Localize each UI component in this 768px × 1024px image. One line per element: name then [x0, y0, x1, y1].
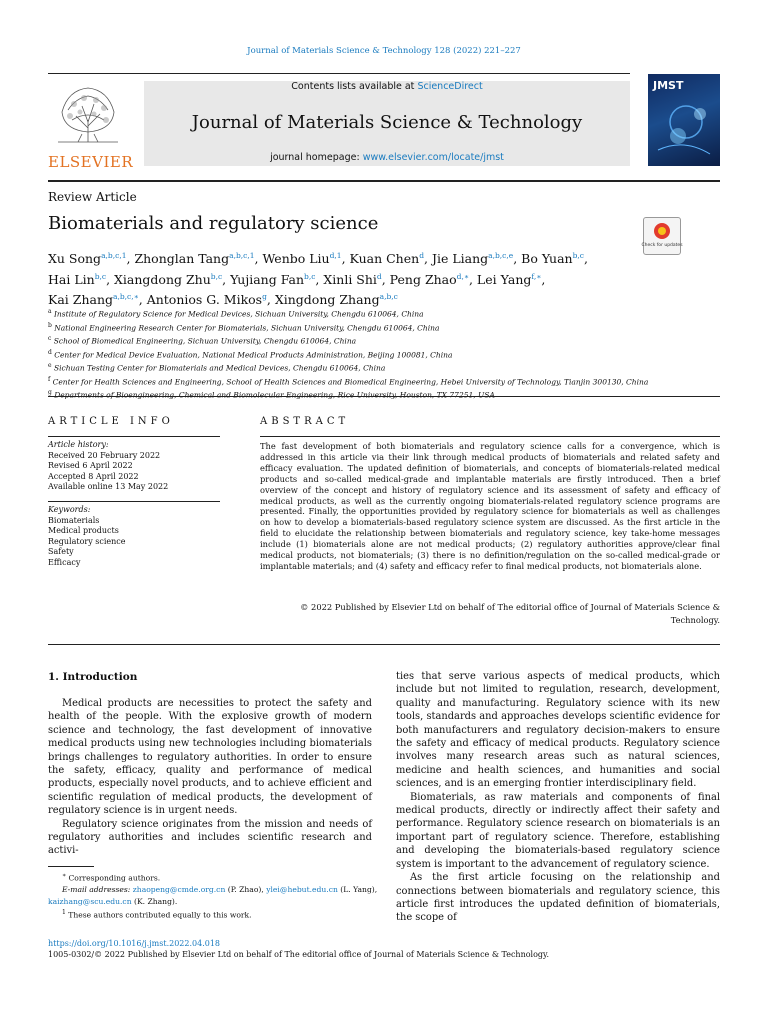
- keyword: Efficacy: [48, 557, 81, 567]
- email-note-cont: [48, 896, 378, 908]
- article-info-rule: [48, 436, 220, 437]
- affiliation-marker: d: [48, 348, 52, 356]
- equal-text: These authors contributed equally to this work.: [68, 910, 252, 920]
- affiliation: [48, 374, 720, 388]
- check-for-updates-badge[interactable]: [643, 217, 681, 255]
- author[interactable]: Zhonglan Tang: [134, 251, 230, 267]
- keyword: Medical products: [48, 526, 119, 536]
- footnotes: [48, 870, 378, 921]
- author-affiliation-marker[interactable]: a,b,c,1: [101, 251, 127, 260]
- affiliation: [48, 320, 720, 334]
- author-list: Xu Song$^{a,b,c,1}$, Zhonglan Tang$^{a,b,c,1}$, Wenbo Liu$^{d,1}$, Kuan Chen$^d$, Jie Liang$^{a,b,c,e}$, Bo Yuan$^{b,c}$, Hai Lin$^{b,c}$, Xiangdong Zhu$^{b,c}$, Yujiang Fan$^{b,c}$, Xinli Shi$^d$, Peng Zhao$^{d,∗}$, Lei Yang$^{f,∗}$, Kai Zhang$^{a,b,c,∗}$, Antonios G. Mikos$^g$, Xingdong Zhang$^{a,b,c}$: [48, 251, 588, 308]
- affiliation-text: Institute of Regulatory Science for Medical Devices, Sichuan University, Chengdu 610064, China: [53, 309, 424, 319]
- footnote-rule: [48, 866, 94, 867]
- corresponding-text: Corresponding authors.: [68, 873, 161, 883]
- email-link[interactable]: zhaopeng@cmde.org.cn: [132, 885, 226, 895]
- elsevier-wordmark: ELSEVIER: [48, 153, 134, 171]
- author[interactable]: Antonios G. Mikos: [146, 292, 263, 308]
- issn-line: 1005-0302/© 2022 Published by Elsevier Ltd on behalf of The editorial office of Journal of Materials Science & Technology.: [48, 950, 550, 959]
- history-item: Revised 6 April 2022: [48, 461, 133, 471]
- author-affiliation-marker[interactable]: b,c: [572, 251, 584, 260]
- affiliation: [48, 387, 720, 401]
- author[interactable]: Xingdong Zhang: [274, 292, 380, 308]
- author[interactable]: Hai Lin: [48, 271, 95, 287]
- affiliation: [48, 360, 720, 374]
- author-affiliation-marker[interactable]: a,b,c: [379, 292, 398, 302]
- affiliation-marker: e: [48, 362, 52, 369]
- email-link[interactable]: ylei@hebut.edu.cn: [266, 885, 338, 895]
- author-affiliation-marker[interactable]: f,∗: [531, 271, 542, 281]
- body-paragraph: As the first article focusing on the relationship and connections between biomaterials and regulatory science, this article first introduces the updated definition of biomaterials, the scope of: [396, 872, 720, 924]
- email-owner: (P. Zhao),: [227, 885, 264, 895]
- sciencedirect-link[interactable]: ScienceDirect: [417, 81, 483, 92]
- body-paragraph: Biomaterials, as raw materials and components of final medical products, directly or indirectly affect their safety and performance. Regulatory science research on biomaterials is an important part of regulatory science. Therefore, establishing and developing the biomaterials-based regulatory science system is important to the advancement of regulatory science.: [396, 791, 720, 870]
- author[interactable]: Xiangdong Zhu: [114, 271, 211, 287]
- author-affiliation-marker[interactable]: d,∗: [456, 271, 469, 281]
- abstract-copyright: © 2022 Published by Elsevier Ltd on behalf of The editorial office of Journal of Materials Science & Technology.: [300, 602, 720, 625]
- contents-prefix: Contents lists available at: [291, 81, 415, 92]
- author-affiliation-marker[interactable]: d: [376, 271, 382, 281]
- author[interactable]: Peng Zhao: [389, 271, 457, 287]
- author[interactable]: Bo Yuan: [521, 251, 573, 267]
- equal-contribution-note: $^1$ These authors contributed equally to this work.: [62, 909, 252, 920]
- affiliation-marker: f: [48, 375, 51, 383]
- affiliation-marker: b: [48, 321, 52, 329]
- email-owner: (L. Yang),: [340, 885, 378, 895]
- keyword: Safety: [48, 547, 74, 557]
- homepage-link[interactable]: www.elsevier.com/locate/jmst: [362, 152, 504, 163]
- abstract-text: The fast development of both biomaterials and regulatory science calls for a convergence, which is addressed in this article via their link through medical products of biomaterials and related safety and efficacy evaluation. The updated definition of biomaterials, and concepts of biomaterials-related medical products and so-called medical-grade and implantable materials are firstly introduced. Then a brief overview of the concept and history of regulatory science and its assessment of safety and efficacy of medical products, as well as the currently ongoing biomaterials-related regulatory science programs are presented. Finally, the opportunities provided by regulatory science for biomaterials as well as challenges on how to develop a biomaterials-based regulatory science system are discussed. As the first article in the field to elucidate the relationship between biomaterials and regulatory science, key take-home messages include (1) biomaterials alone are not medical products; (2) regulatory authorities approve/clear final medical products, not biomaterials; (3) there is no definition/regulation on the so-called medical-grade or implantable materials; and (4) safety and efficacy refer to final medical products, not biomaterials alone.: [260, 441, 720, 571]
- body-column-right: [396, 670, 720, 925]
- author-affiliation-marker[interactable]: a,b,c,∗: [113, 292, 139, 302]
- homepage-line: [144, 152, 630, 163]
- body-column-left: [48, 697, 372, 858]
- header-bottom-rule: [48, 180, 720, 182]
- keywords-label: Keywords:: [48, 505, 91, 514]
- affiliation: [48, 333, 720, 347]
- affiliation-text: National Engineering Research Center for Biomaterials, Sichuan University, Chengdu 610064, China: [54, 323, 440, 332]
- author[interactable]: Xu Song: [48, 251, 102, 267]
- author[interactable]: Wenbo Liu: [262, 251, 330, 267]
- affiliation-text: Sichuan Testing Center for Biomaterials and Medical Devices, Chengdu 610064, China: [53, 363, 386, 373]
- author-affiliation-marker[interactable]: a,b,c,1: [229, 251, 255, 260]
- keyword: Biomaterials: [48, 515, 100, 525]
- keyword: Regulatory science: [48, 536, 126, 546]
- contents-line: [144, 81, 630, 92]
- author-affiliation-marker[interactable]: g: [262, 292, 267, 302]
- article-info-heading: ARTICLE INFO: [48, 416, 174, 427]
- affiliation: [48, 306, 720, 320]
- homepage-prefix: journal homepage:: [270, 152, 360, 163]
- keywords: [48, 505, 228, 569]
- doi-link[interactable]: https://doi.org/10.1016/j.jmst.2022.04.018: [48, 939, 221, 948]
- body-paragraph: Regulatory science originates from the mission and needs of regulatory authorities and includes scientific research and activi-: [48, 818, 372, 857]
- affiliation-marker: g: [48, 389, 52, 396]
- author[interactable]: Jie Liang: [431, 251, 489, 267]
- introduction-heading: 1. Introduction: [48, 671, 138, 683]
- journal-title: Journal of Materials Science & Technology: [191, 112, 583, 133]
- affiliation-text: Center for Medical Device Evaluation, National Medical Products Administration, Beijing 100081, China: [54, 350, 453, 359]
- history-label: Article history:: [48, 440, 109, 449]
- author-affiliation-marker[interactable]: b,c: [210, 271, 223, 281]
- author-affiliation-marker[interactable]: d: [419, 251, 424, 260]
- email-owner: (K. Zhang).: [134, 896, 178, 906]
- journal-reference[interactable]: Journal of Materials Science & Technology 128 (2022) 221–227: [247, 46, 521, 56]
- affiliation-marker: c: [48, 335, 52, 342]
- author-affiliation-marker[interactable]: b,c: [94, 271, 107, 281]
- affiliation: [48, 347, 720, 361]
- history-item: Accepted 8 April 2022: [48, 471, 139, 481]
- history-item: Available online 13 May 2022: [48, 482, 169, 492]
- abstract-rule: [260, 436, 720, 437]
- history-item: Received 20 February 2022: [48, 450, 161, 460]
- cover-title: JMST: [653, 79, 684, 92]
- check-badge-label: Check for updates: [641, 243, 683, 248]
- header-top-rule: [48, 73, 630, 74]
- article-history: [48, 440, 228, 493]
- keywords-rule: [48, 501, 220, 502]
- author-affiliation-marker[interactable]: a,b,c,e: [488, 251, 514, 260]
- check-for-updates-icon: [641, 218, 683, 254]
- author-affiliation-marker[interactable]: d,1: [329, 251, 342, 260]
- affiliation-marker: a: [48, 308, 52, 315]
- author[interactable]: Lei Yang: [476, 271, 532, 287]
- article-type: Review Article: [48, 190, 137, 204]
- email-note: [48, 884, 378, 896]
- body-paragraph: ties that serve various aspects of medical products, which include but not limited to regulation, research, development, quality and manufacturing. Regulatory science with its new tools, standards and approaches develops scientific evidence for both manufacturers and regulatory decision-makers to ensure the safety and efficacy of medical products. Regulatory science involves many research areas such as natural sciences, medicine and health sciences, and humanities and social sciences, and is an emerging frontier interdisciplinary field.: [396, 671, 720, 790]
- affiliation-text: Departments of Bioengineering, Chemical and Biomolecular Engineering, Rice University, Houston, TX 77251, USA: [54, 390, 495, 400]
- affiliations: [48, 306, 720, 401]
- email-link[interactable]: kaizhang@scu.edu.cn: [48, 896, 132, 906]
- author[interactable]: Yujiang Fan: [230, 271, 305, 287]
- author[interactable]: Kuan Chen: [349, 251, 420, 267]
- email-label: E-mail addresses:: [62, 885, 131, 895]
- section-rule: [48, 396, 720, 397]
- abstract-heading: ABSTRACT: [260, 416, 350, 427]
- affiliation-text: School of Biomedical Engineering, Sichuan University, Chengdu 610064, China: [53, 336, 357, 346]
- author[interactable]: Xinli Shi: [323, 271, 377, 287]
- corresponding-note: ∗ Corresponding authors.: [62, 872, 161, 883]
- article-title: Biomaterials and regulatory science: [48, 213, 379, 234]
- body-rule: [48, 644, 720, 645]
- author-affiliation-marker[interactable]: b,c: [304, 271, 316, 281]
- author[interactable]: Kai Zhang: [48, 292, 114, 308]
- body-paragraph: Medical products are necessities to protect the safety and health of the people. With the explosive growth of modern science and technology, the fast development of innovative medical products using new technologies including biomaterials brings challenges to regulatory authorities. In order to ensure the safety, efficacy, quality and performance of medical products, especially novel products, and to achieve efficient and scientific regulation of medical products, the development of regulatory science is in urgent needs.: [48, 698, 372, 817]
- affiliation-text: Center for Health Sciences and Engineering, School of Health Sciences and Biomedical Engineering, Hebei University of Technology, Tianjin 300130, China: [52, 377, 649, 386]
